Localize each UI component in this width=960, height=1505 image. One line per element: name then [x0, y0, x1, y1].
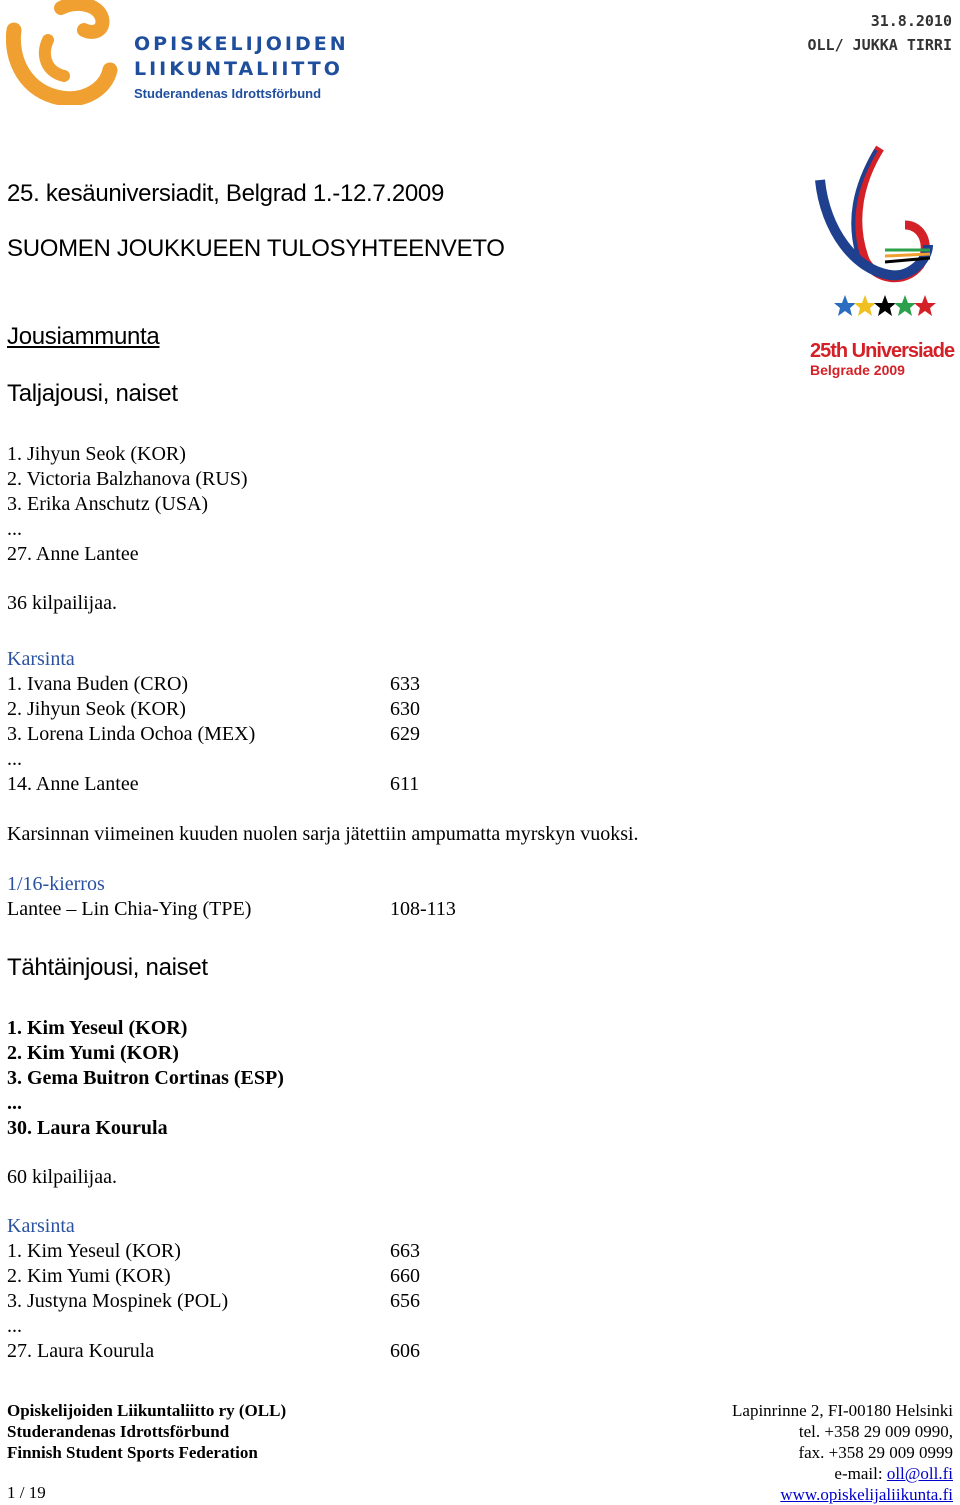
compound-participants: 60 kilpailijaa.: [7, 1166, 117, 1188]
footer-org: [7, 1400, 286, 1463]
round-label: 1/16-kierros: [7, 873, 105, 895]
footer-org-line: Studerandenas Idrottsförbund: [7, 1422, 230, 1441]
sport-heading: Jousiammunta: [7, 323, 160, 350]
page-number: 1 / 19: [7, 1483, 46, 1502]
list-item: 30. Laura Kourula: [7, 1117, 168, 1139]
header-author: OLL/ JUKKA TIRRI: [807, 36, 952, 54]
recurve-heading: Taljajousi, naiset: [7, 380, 178, 407]
footer-tel: tel. +358 29 009 0990,: [798, 1422, 953, 1441]
recurve-qual-label: Karsinta: [7, 648, 75, 670]
logo-line-3: Studerandenas Idrottsförbund: [134, 86, 322, 101]
list-item: 2. Victoria Balzhanova (RUS): [7, 468, 248, 490]
compound-qual-label: Karsinta: [7, 1215, 75, 1237]
recurve-participants: 36 kilpailijaa.: [7, 592, 117, 614]
recurve-final-list: [7, 442, 248, 567]
website-link[interactable]: www.opiskelijaliikunta.fi: [780, 1485, 953, 1504]
compound-final-list: [7, 1016, 284, 1141]
email-label: e-mail:: [834, 1464, 887, 1483]
logo-line-2: LIIKUNTALIITTO: [134, 58, 343, 80]
footer-address: Lapinrinne 2, FI-00180 Helsinki: [732, 1401, 953, 1420]
list-item: ...: [7, 1092, 22, 1114]
document-subtitle: SUOMEN JOUKKUEEN TULOSYHTEENVETO: [7, 235, 505, 262]
compound-heading: Tähtäinjousi, naiset: [7, 954, 208, 981]
list-item: 3. Gema Buitron Cortinas (ESP): [7, 1067, 284, 1089]
universiade-subtitle: Belgrade 2009: [810, 362, 905, 378]
list-item: ...: [7, 518, 22, 540]
footer-org-line: Opiskelijoiden Liikuntaliitto ry (OLL): [7, 1401, 287, 1420]
universiade-title: 25th Universiade: [810, 340, 955, 362]
list-item: 3. Erika Anschutz (USA): [7, 493, 209, 515]
oll-logo: [6, 0, 349, 110]
footer-email-line: [732, 1463, 953, 1484]
footer-fax: fax. +358 29 009 0999: [798, 1443, 953, 1462]
list-item: 2. Kim Yumi (KOR): [7, 1042, 179, 1064]
universiade-logo: [805, 140, 955, 380]
document-title: 25. kesäuniversiadit, Belgrad 1.-12.7.2009: [7, 180, 445, 207]
list-item: 1. Kim Yeseul (KOR): [7, 1017, 188, 1039]
oll-figure-icon: [6, 0, 121, 105]
list-item: 1. Jihyun Seok (KOR): [7, 443, 186, 465]
header-date: 31.8.2010: [870, 12, 952, 30]
recurve-note: Karsinnan viimeinen kuuden nuolen sarja jätettiin ampumatta myrskyn vuoksi.: [7, 823, 639, 845]
email-link[interactable]: oll@oll.fi: [886, 1464, 953, 1483]
footer-contact: [732, 1400, 953, 1505]
logo-line-1: OPISKELIJOIDEN: [134, 33, 349, 55]
list-item: 27. Anne Lantee: [7, 543, 139, 565]
universiade-emblem-icon: [810, 140, 940, 325]
footer-org-line: Finnish Student Sports Federation: [7, 1443, 258, 1462]
